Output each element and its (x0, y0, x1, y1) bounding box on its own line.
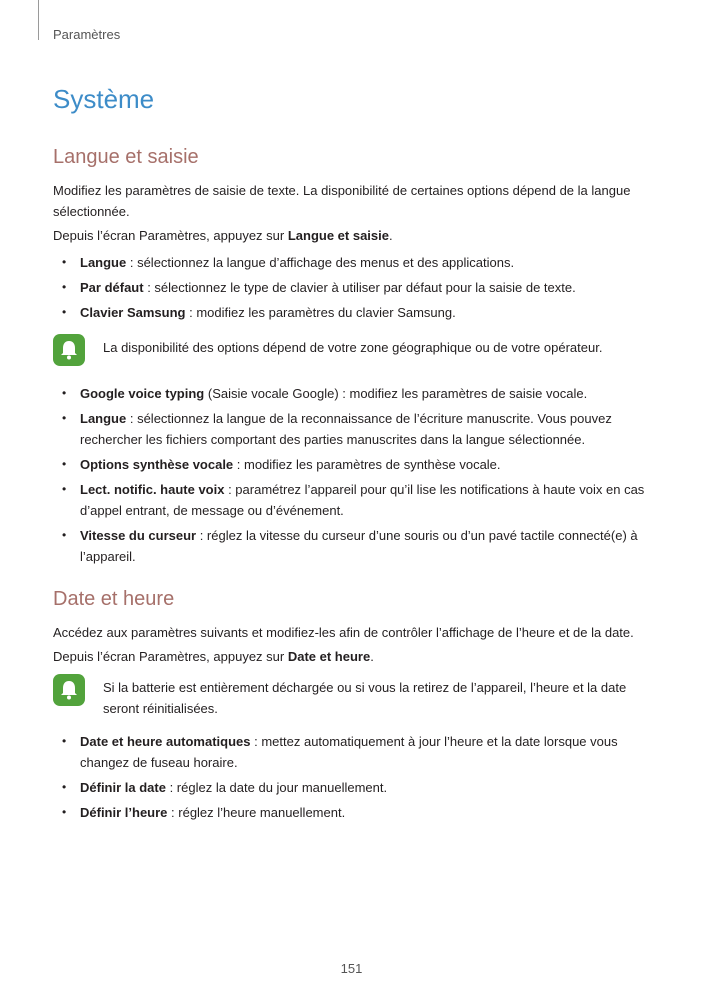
bullet-text: : modifiez les paramètres du clavier Samsung. (185, 305, 456, 320)
list-item (53, 802, 653, 823)
bullet-dot: • (62, 280, 67, 294)
list-item (53, 525, 653, 567)
nav-instruction (53, 225, 653, 246)
section-intro: Accédez aux paramètres suivants et modifiez-les afin de contrôler l’affichage de l’heure et de la date. (53, 625, 634, 640)
bullet-dot: • (62, 255, 67, 269)
nav-suffix: . (389, 228, 393, 243)
bullet-term: Définir la date (80, 780, 166, 795)
breadcrumb: Paramètres (53, 27, 121, 42)
bullet-text: : mettez automatiquement à jour l’heure et la date lorsque vous changez de fuseau horaire. (80, 734, 618, 770)
list-item (53, 302, 653, 323)
section-heading-langue: Langue et saisie (53, 146, 199, 168)
bullet-term: Google voice typing (80, 386, 205, 401)
list-item (53, 777, 653, 798)
bullet-term: Par défaut (80, 280, 144, 295)
nav-instruction (53, 646, 653, 667)
bullet-text: : réglez la date du jour manuellement. (165, 780, 388, 795)
bullet-text: : réglez la vitesse du curseur d’une souris ou d’un pavé tactile connecté(e) à l’appareil. (80, 528, 638, 564)
bullet-term: Vitesse du curseur (80, 528, 197, 543)
bullet-dot: • (62, 386, 67, 400)
nav-target: Date et heure (287, 649, 371, 664)
bullet-text: : sélectionnez le type de clavier à utiliser par défaut pour la saisie de texte. (143, 280, 576, 295)
bullet-dot: • (62, 482, 67, 496)
bullet-dot: • (62, 805, 67, 819)
bell-icon (53, 674, 85, 706)
bullet-term: Lect. notific. haute voix (80, 482, 225, 497)
page-margin-rule (38, 0, 39, 40)
bullet-dot: • (62, 457, 67, 471)
bullet-dot: • (62, 734, 67, 748)
bullet-text: : sélectionnez la langue de la reconnaissance de l’écriture manuscrite. Vous pouvez rechercher les fichiers comportant des parties manuscrites dans la langue sélectionnée. (80, 411, 612, 447)
page-title: Système (53, 84, 155, 114)
bullet-term: Langue (80, 411, 127, 426)
nav-target: Langue et saisie (287, 228, 389, 243)
bullet-list (53, 731, 653, 827)
bell-icon (53, 334, 85, 366)
list-item (53, 731, 653, 773)
list-item (53, 252, 653, 273)
bullet-dot: • (62, 528, 67, 542)
bullet-list (53, 252, 653, 327)
nav-prefix: Depuis l’écran Paramètres, appuyez sur (53, 228, 288, 243)
bullet-term: Options synthèse vocale (80, 457, 234, 472)
bullet-text: (Saisie vocale Google) : modifiez les paramètres de saisie vocale. (204, 386, 588, 401)
bullet-term: Clavier Samsung (80, 305, 186, 320)
nav-prefix: Depuis l’écran Paramètres, appuyez sur (53, 649, 288, 664)
page-number: 151 (340, 961, 363, 976)
bullet-dot: • (62, 780, 67, 794)
bullet-text: : paramétrez l’appareil pour qu’il lise les notifications à haute voix en cas d’appel entrant, de message ou d’événement. (80, 482, 645, 518)
bullet-dot: • (62, 305, 67, 319)
list-item (53, 408, 653, 450)
bullet-text: : réglez l’heure manuellement. (167, 805, 346, 820)
bullet-term: Langue (80, 255, 127, 270)
note-text: La disponibilité des options dépend de votre zone géographique ou de votre opérateur. (103, 340, 603, 355)
bullet-text: : sélectionnez la langue d’affichage des menus et des applications. (126, 255, 515, 270)
bullet-dot: • (62, 411, 67, 425)
nav-suffix: . (370, 649, 374, 664)
list-item (53, 277, 653, 298)
list-item (53, 383, 653, 404)
list-item (53, 454, 653, 475)
bullet-term: Date et heure automatiques (80, 734, 251, 749)
section-intro: Modifiez les paramètres de saisie de texte. La disponibilité de certaines options dépend de la langue sélectionnée. (53, 183, 631, 219)
bullet-term: Définir l’heure (80, 805, 168, 820)
note-text: Si la batterie est entièrement déchargée ou si vous la retirez de l’appareil, l’heure et la date seront réinitialisées. (103, 680, 627, 716)
list-item (53, 479, 653, 521)
bullet-text: : modifiez les paramètres de synthèse vocale. (233, 457, 501, 472)
bullet-list (53, 383, 653, 571)
section-heading-date: Date et heure (53, 588, 175, 610)
